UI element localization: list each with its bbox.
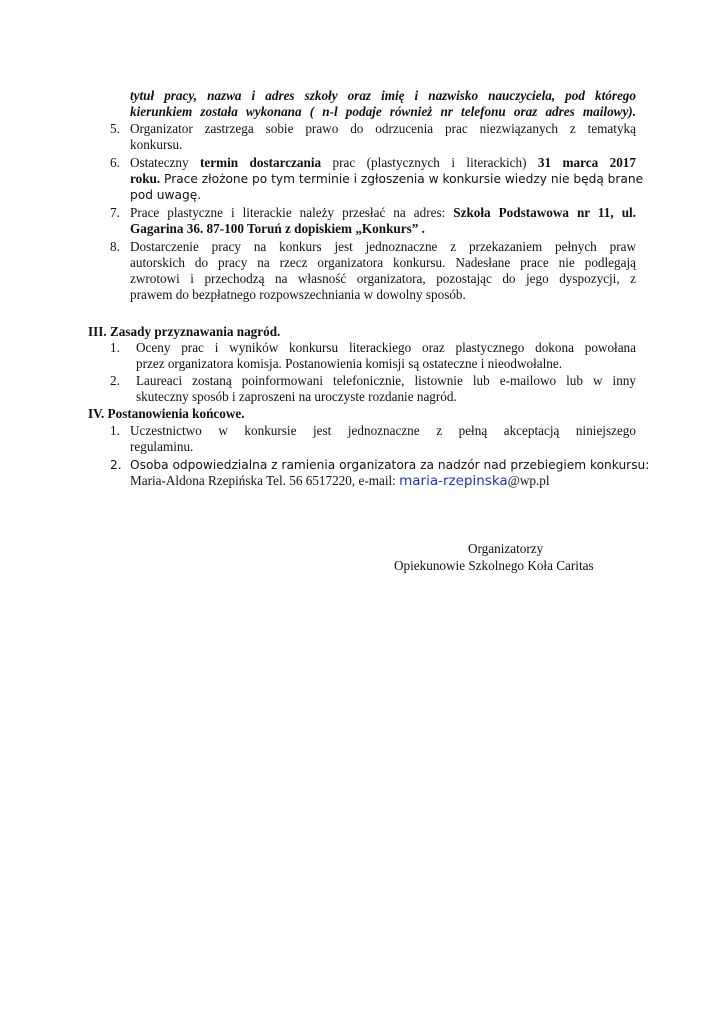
item-7-line-2: Gagarina 36. 87-100 Toruń z dopiskiem „Konkurs” . <box>130 221 425 236</box>
section-3-item-2-line-2: skuteczny sposób i zaproszeni na uroczyste rozdanie nagród. <box>136 389 457 404</box>
signature-line-1: Organizatorzy <box>468 541 544 556</box>
section-3-item-2-line-1: Laureaci zostaną poinformowani telefonicznie, listownie lub e-mailowo lub w inny <box>136 373 636 388</box>
item-5-line-2: konkursu. <box>130 137 183 152</box>
section-3-item-1-line-2: przez organizatora komisja. Postanowienia komisji są ostateczne i nieodwołalne. <box>136 356 563 371</box>
item-7-number: 7. <box>110 205 120 220</box>
section-4-item-1-line-1: Uczestnictwo w konkursie jest jednoznaczne z pełną akceptacją niniejszego <box>130 423 636 438</box>
item-8-number: 8. <box>110 239 120 254</box>
item-6-line-1: Ostateczny termin dostarczania prac (plastycznych i literackich) 31 marca 2017 <box>130 155 636 170</box>
section-4-item-1-line-2: regulaminu. <box>130 439 194 454</box>
section-3-item-1-line-1: Oceny prac i wyników konkursu literackiego oraz plastycznego dokona powołana <box>136 340 636 355</box>
section-4-heading: IV. Postanowienia końcowe. <box>88 406 245 421</box>
item-6-number: 6. <box>110 155 120 170</box>
section-4-item-2-line-2: Maria-Aldona Rzepińska Tel. 56 6517220, e-mail: maria-rzepinska@wp.pl <box>130 473 550 489</box>
email-link[interactable]: maria-rzepinska <box>399 473 508 489</box>
item-6-line-3: pod uwagę. <box>130 188 202 202</box>
section-3-heading: III. Zasady przyznawania nagród. <box>88 324 281 339</box>
item-8-line-4: prawem do bezpłatnego rozpowszechniania w dowolny sposób. <box>130 287 466 302</box>
item-7-line-1: Prace plastyczne i literackie należy przesłać na adres: Szkoła Podstawowa nr 11, ul. <box>130 205 636 220</box>
intro-line-1: tytuł pracy, nazwa i adres szkoły oraz imię i nazwisko nauczyciela, pod którego <box>130 88 636 103</box>
item-5-line-1: Organizator zastrzega sobie prawo do odrzucenia prac niezwiązanych z tematyką <box>130 121 636 136</box>
section-4-item-2-number: 2. <box>110 458 122 472</box>
section-3-item-1-number: 1. <box>110 340 120 355</box>
item-5-number: 5. <box>110 121 120 136</box>
section-3-item-2-number: 2. <box>110 373 120 388</box>
signature-line-2: Opiekunowie Szkolnego Koła Caritas <box>394 558 594 573</box>
section-4-item-1-number: 1. <box>110 423 120 438</box>
item-8-line-1: Dostarczenie pracy na konkurs jest jednoznaczne z przekazaniem pełnych praw <box>130 239 636 254</box>
item-8-line-2: autorskich do pracy na rzecz organizatora konkursu. Nadesłane prace nie podlegają <box>130 255 636 270</box>
intro-line-2: kierunkiem została wykonana ( n-l podaje również nr telefonu oraz adres mailowy). <box>130 104 636 119</box>
item-8-line-3: zwrotowi i przechodzą na własność organizatora, pozostając do jego dyspozycji, z <box>130 271 636 286</box>
item-6-line-2: roku. Prace złożone po tym terminie i zgłoszenia w konkursie wiedzy nie będą brane <box>130 171 644 186</box>
section-4-item-2-line-1: Osoba odpowiedzialna z ramienia organizatora za nadzór nad przebiegiem konkursu: <box>130 458 650 472</box>
